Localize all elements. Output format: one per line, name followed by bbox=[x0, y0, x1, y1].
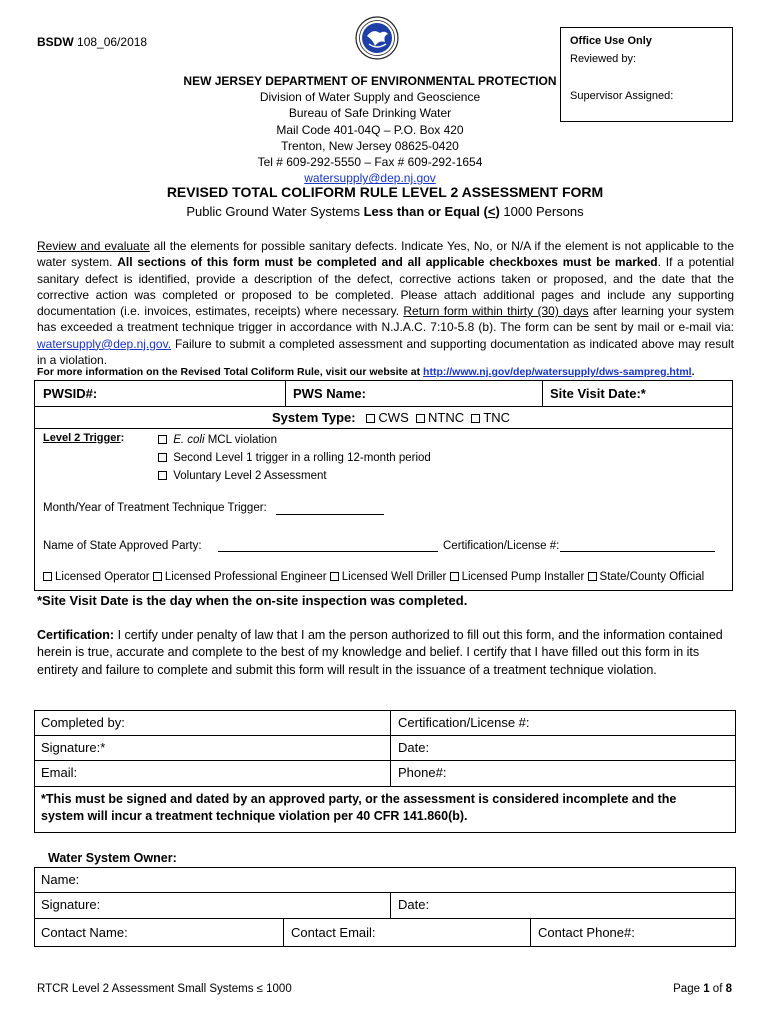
contact-email-field[interactable]: Contact Email: bbox=[291, 925, 376, 940]
address-line: Mail Code 401-04Q – P.O. Box 420 bbox=[276, 122, 464, 137]
divider bbox=[34, 428, 733, 429]
email-field[interactable]: Email: bbox=[41, 765, 78, 780]
trigger-options bbox=[158, 431, 431, 485]
month-year-label: Month/Year of Treatment Technique Trigger: bbox=[43, 502, 267, 514]
owner-date-field[interactable]: Date: bbox=[398, 897, 430, 912]
email-link[interactable]: watersupply@dep.nj.gov. bbox=[37, 336, 172, 351]
contact-phone-field[interactable]: Contact Phone#: bbox=[538, 925, 635, 940]
instructions-paragraph: Review and evaluate all the elements for possible sanitary defects. Indicate Yes, No, or N/A if the element is not applicable to the water system. All sections of this form must be completed and all applicable checkboxes must be marked. If a potential sanitary defect is identified, provide a description of the defect, corrective actions taken or proposed, and the date that the corrective action was completed or proposed to be completed. Please attach additional pages and include any supporting documentation (i.e. invoices, estimates, receipts) where necessary. Return form within thirty (30) days after learning your system has exceeded a treatment technique trigger in accordance with N.J.A.C. 7:10-5.8 (b). The form can be sent by mail or e-mail via: watersupply@dep.nj.gov. Failure to submit a completed assessment and supporting documentation as indicated above may result in a violation. bbox=[37, 239, 735, 368]
divider bbox=[285, 380, 286, 406]
page-number: Page 1 of 8 bbox=[673, 983, 732, 995]
contact-name-field[interactable]: Contact Name: bbox=[41, 925, 128, 940]
office-use-box bbox=[560, 27, 733, 122]
approval-note: *This must be signed and dated by an approved party, or the assessment is considered incomplete and the system will incur a treatment technique violation per 40 CFR 141.860(b). bbox=[41, 792, 677, 823]
divider bbox=[34, 786, 736, 787]
website-link[interactable]: http://www.nj.gov/dep/watersupply/dws-sampreg.html bbox=[423, 366, 692, 378]
pws-name-field[interactable]: PWS Name: bbox=[293, 386, 366, 401]
checkbox-icon[interactable] bbox=[43, 572, 52, 581]
divider bbox=[34, 406, 733, 407]
state-party-input[interactable] bbox=[218, 551, 438, 552]
divider bbox=[542, 380, 543, 406]
divider bbox=[390, 892, 391, 918]
checkbox-icon[interactable] bbox=[158, 435, 167, 444]
owner-heading: Water System Owner: bbox=[48, 851, 177, 865]
address-line: Bureau of Safe Drinking Water bbox=[288, 106, 452, 121]
supervisor-label: Supervisor Assigned: bbox=[570, 90, 674, 102]
trigger-ecoli[interactable]: E. coli MCL violation bbox=[158, 431, 431, 449]
party-type-options: Licensed Operator Licensed Professional Engineer Licensed Well Driller Licensed Pump Installer State/County Official bbox=[43, 571, 704, 583]
completed-by-field[interactable]: Completed by: bbox=[41, 715, 125, 730]
email-link[interactable]: watersupply@dep.nj.gov bbox=[304, 171, 436, 186]
pwsid-field[interactable]: PWSID#: bbox=[43, 386, 98, 401]
checkbox-icon[interactable] bbox=[471, 414, 480, 423]
checkbox-icon[interactable] bbox=[158, 471, 167, 480]
divider bbox=[34, 735, 736, 736]
address-line: Division of Water Supply and Geoscience bbox=[259, 90, 481, 105]
checkbox-icon[interactable] bbox=[158, 453, 167, 462]
divider bbox=[34, 892, 736, 893]
site-visit-note: *Site Visit Date is the day when the on-site inspection was completed. bbox=[37, 593, 468, 608]
cert-license-label: Certification/License #: bbox=[443, 540, 560, 552]
checkbox-icon[interactable] bbox=[450, 572, 459, 581]
dept-name: NEW JERSEY DEPARTMENT OF ENVIRONMENTAL PROTECTION bbox=[183, 74, 557, 88]
reviewed-by-label: Reviewed by: bbox=[570, 53, 637, 65]
trigger-second-level1[interactable]: Second Level 1 trigger in a rolling 12-month period bbox=[158, 449, 431, 467]
date-field[interactable]: Date: bbox=[398, 740, 430, 755]
checkbox-icon[interactable] bbox=[330, 572, 339, 581]
trigger-voluntary[interactable]: Voluntary Level 2 Assessment bbox=[158, 467, 431, 485]
certification-statement: Certification: I certify under penalty of law that I am the person authorized to fill out this form, and the information contained herein is true, accurate and complete to the best of my knowledge and belief. I certify that I have filled out this form in its entirety and failure to complete and submit this form will result in the issuance of a treatment technique violation. bbox=[37, 628, 723, 677]
nj-dep-seal-icon bbox=[355, 16, 399, 60]
phone-field[interactable]: Phone#: bbox=[398, 765, 447, 780]
form-title: REVISED TOTAL COLIFORM RULE LEVEL 2 ASSESSMENT FORM bbox=[166, 184, 604, 200]
footer-title: RTCR Level 2 Assessment Small Systems ≤ 1000 bbox=[37, 983, 292, 995]
divider bbox=[530, 918, 531, 947]
system-type-row: System Type: CWS NTNC TNC bbox=[272, 410, 511, 425]
agency-address bbox=[170, 73, 570, 186]
checkbox-icon[interactable] bbox=[416, 414, 425, 423]
signature-field[interactable]: Signature:* bbox=[41, 740, 106, 755]
level2-trigger-label: Level 2 Trigger: bbox=[43, 432, 125, 444]
cert-license-input[interactable] bbox=[560, 551, 715, 552]
checkbox-icon[interactable] bbox=[588, 572, 597, 581]
owner-name-field[interactable]: Name: bbox=[41, 872, 80, 887]
divider bbox=[34, 760, 736, 761]
more-info: For more information on the Revised Total Coliform Rule, visit our website at http://www.nj.gov/dep/watersupply/dws-sampreg.html. bbox=[37, 366, 695, 378]
month-year-input[interactable] bbox=[276, 514, 384, 515]
form-subtitle: Public Ground Water Systems Less than or Equal (<) 1000 Persons bbox=[186, 204, 584, 219]
divider bbox=[283, 918, 284, 947]
form-id: BSDW 108_06/2018 bbox=[37, 35, 148, 49]
owner-signature-field[interactable]: Signature: bbox=[41, 897, 101, 912]
site-visit-date-field[interactable]: Site Visit Date:* bbox=[550, 386, 646, 401]
checkbox-icon[interactable] bbox=[153, 572, 162, 581]
address-line: Trenton, New Jersey 08625-0420 bbox=[281, 138, 459, 153]
completed-cert-license-field[interactable]: Certification/License #: bbox=[398, 715, 530, 730]
checkbox-icon[interactable] bbox=[366, 414, 375, 423]
divider bbox=[34, 918, 736, 919]
office-use-title: Office Use Only bbox=[570, 35, 652, 47]
address-line: Tel # 609-292-5550 – Fax # 609-292-1654 bbox=[257, 155, 483, 170]
divider bbox=[390, 710, 391, 786]
state-party-label: Name of State Approved Party: bbox=[43, 540, 202, 552]
